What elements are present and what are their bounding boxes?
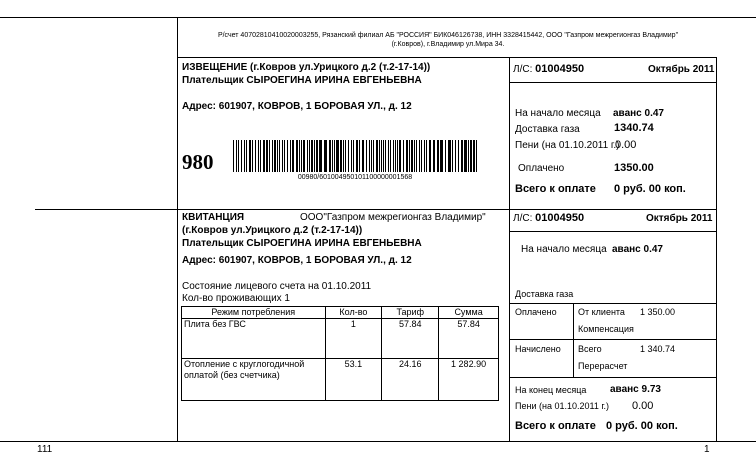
barcode-bar [445, 140, 446, 172]
barcode-bar [448, 140, 451, 172]
footer-page-number: 1 [704, 444, 710, 455]
barcode-bar [316, 140, 318, 172]
barcode-bar [329, 140, 331, 172]
barcode-bar [376, 140, 378, 172]
barcode-bar [324, 140, 327, 172]
consumption-table [181, 306, 499, 401]
barcode-bar [287, 140, 288, 172]
barcode-bar [345, 140, 346, 172]
barcode-bar [379, 140, 380, 172]
barcode-bar [461, 140, 463, 172]
barcode-bar [395, 140, 396, 172]
barcode-bar [351, 140, 352, 172]
receipt-account-label [513, 212, 584, 224]
row-qty: 53.1 [325, 359, 382, 401]
barcode-bar [272, 140, 273, 172]
receipt-total-value: 0 руб. 00 коп. [606, 420, 678, 432]
notice-period: Октябрь 2011 [648, 64, 715, 75]
barcode-bar [409, 140, 410, 172]
barcode-bar [334, 140, 335, 172]
notice-payer: Плательщик СЫРОЕГИНА ИРИНА ЕВГЕНЬЕВНА [182, 75, 422, 86]
barcode-bar [464, 140, 467, 172]
receipt-title: КВИТАНЦИЯ [182, 212, 245, 223]
row-qty: 1 [325, 319, 382, 359]
receipt-payer: Плательщик СЫРОЕГИНА ИРИНА ЕВГЕНЬЕВНА [182, 238, 422, 249]
barcode-bar [269, 140, 270, 172]
notice-account-underline [509, 82, 716, 83]
notice-total-label: Всего к оплате [515, 183, 596, 195]
barcode-bar [383, 140, 384, 172]
notice-start-label: На начало месяца [515, 108, 601, 119]
receipt-state: Состояние лицевого счета на 01.10.2011 [182, 281, 372, 292]
receipt-penalty-value: 0.00 [632, 400, 654, 412]
receipt-paid-label: Оплачено [515, 307, 557, 317]
bank-requisites-line2: (г.Ковров), г.Владимир ул.Мира 34. [391, 41, 505, 48]
receipt-end-value: аванс 9.73 [610, 384, 661, 395]
barcode-bar [301, 140, 302, 172]
barcode-bar [424, 140, 425, 172]
receipt-office: (г.Ковров ул.Урицкого д.2 (т.2-17-14)) [182, 225, 363, 236]
middle-separator [35, 209, 716, 210]
barcode-bar [241, 140, 242, 172]
barcode-bar [381, 140, 382, 172]
notice-start-value: аванс 0.47 [613, 108, 664, 119]
barcode-bar [429, 140, 431, 172]
barcode-bar [393, 140, 394, 172]
payments-top-line [509, 303, 716, 304]
notice-delivery-label: Доставка газа [515, 124, 580, 135]
table-row [182, 359, 499, 401]
barcode-bar [414, 140, 415, 172]
notice-account-label [513, 63, 584, 75]
right-edge-line [716, 57, 717, 442]
barcode-bar [452, 140, 453, 172]
barcode-bar [353, 140, 354, 172]
receipt-from-client-label: От клиента [578, 307, 625, 317]
barcode-bar [260, 140, 261, 172]
barcode-bar [319, 140, 322, 172]
notice-account-number: 01004950 [535, 63, 585, 75]
receipt-total-charged-label: Всего [578, 344, 602, 354]
row-sum: 1 282.90 [439, 359, 499, 401]
receipt-charged-label: Начислено [515, 344, 561, 354]
notice-penalty-value: 0.00 [615, 139, 637, 151]
barcode-bar [282, 140, 283, 172]
barcode-bar [290, 140, 291, 172]
barcode-bar [421, 140, 422, 172]
barcode-bar [266, 140, 268, 172]
barcode-bar [458, 140, 459, 172]
receipt-total-charged-value: 1 340.74 [640, 344, 676, 354]
barcode-bar [385, 140, 386, 172]
receipt-period: Октябрь 2011 [646, 213, 713, 224]
barcode-bar [371, 140, 372, 172]
table-header-row [182, 307, 499, 319]
barcode-bar [263, 140, 265, 172]
receipt-total-label: Всего к оплате [515, 420, 596, 432]
notice-account-label-text: Л/С: [513, 64, 533, 75]
receipt-penalty-label: Пени (на 01.10.2011 г.) [515, 401, 610, 411]
notice-total-value: 0 руб. 00 коп. [614, 183, 686, 195]
barcode-bar [332, 140, 333, 172]
receipt-compensation-label: Компенсация [578, 324, 634, 334]
barcode-bar [473, 140, 475, 172]
notice-penalty-label: Пени (на 01.10.2011 г.) [515, 140, 620, 151]
barcode-bar [476, 140, 477, 172]
barcode-bar [440, 140, 443, 172]
barcode-bar [236, 140, 237, 172]
receipt-account-number: 01004950 [535, 212, 585, 224]
barcode [233, 140, 477, 172]
barcode-bar [356, 140, 358, 172]
bottom-border [0, 441, 756, 442]
barcode-bar [309, 140, 310, 172]
barcode-bar [307, 140, 308, 172]
barcode-bar [403, 140, 404, 172]
barcode-bar [274, 140, 276, 172]
notice-code: 980 [182, 150, 214, 174]
barcode-bar [416, 140, 417, 172]
barcode-bar [238, 140, 239, 172]
barcode-bar [455, 140, 456, 172]
barcode-bar [348, 140, 349, 172]
barcode-bar [373, 140, 374, 172]
receipt-from-client-value: 1 350.00 [640, 307, 676, 317]
receipt-address: Адрес: 601907, КОВРОВ, 1 БОРОВАЯ УЛ., д. 12 [182, 255, 412, 266]
col-mode-header: Режим потребления [182, 307, 326, 319]
payments-bottom-line [509, 377, 716, 378]
row-mode: Отопление с круглогодичной оплатой (без счетчика) [182, 359, 326, 401]
barcode-bar [296, 140, 298, 172]
row-tariff: 24.16 [382, 359, 439, 401]
barcode-bar [255, 140, 256, 172]
receipt-delivery-label: Доставка газа [515, 289, 574, 299]
barcode-bar [258, 140, 259, 172]
barcode-bar [437, 140, 439, 172]
barcode-bar [246, 140, 247, 172]
barcode-bar [406, 140, 408, 172]
barcode-bar [277, 140, 278, 172]
receipt-start-value: аванс 0.47 [612, 244, 663, 255]
barcode-bar [299, 140, 300, 172]
barcode-bar [336, 140, 339, 172]
barcode-bar [340, 140, 342, 172]
barcode-bar [244, 140, 245, 172]
barcode-bar [470, 140, 472, 172]
barcode-bar [419, 140, 420, 172]
barcode-bar [397, 140, 398, 172]
header-separator [177, 57, 716, 58]
receipt-recalc-label: Перерасчет [578, 361, 628, 371]
barcode-bar [388, 140, 389, 172]
row-tariff: 57.84 [382, 319, 439, 359]
barcode-bar [433, 140, 435, 172]
barcode-bar [233, 140, 234, 172]
barcode-bar [399, 140, 401, 172]
notice-paid-label: Оплачено [518, 163, 565, 174]
barcode-bar [390, 140, 391, 172]
receipt-account-underline [509, 231, 716, 232]
receipt-end-label: На конец месяца [515, 385, 587, 395]
receipt-residents: Кол-во проживающих 1 [182, 293, 290, 304]
barcode-bar [366, 140, 367, 172]
payments-inner-divider [573, 303, 574, 377]
barcode-bar [279, 140, 280, 172]
col-qty-header: Кол-во [325, 307, 382, 319]
notice-title: ИЗВЕЩЕНИЕ (г.Ковров ул.Урицкого д.2 (т.2-17-14)) [182, 62, 431, 73]
receipt-start-label: На начало месяца [521, 244, 607, 255]
barcode-digits: 00980/601004950101100000001568 [297, 174, 413, 181]
notice-right-column-divider [509, 57, 510, 209]
notice-delivery-value: 1340.74 [614, 122, 654, 134]
table-row [182, 319, 499, 359]
barcode-bar [303, 140, 305, 172]
receipt-org: ООО"Газпром межрегионгаз Владимир" [300, 212, 486, 223]
col-sum-header: Сумма [439, 307, 499, 319]
top-border [0, 17, 756, 18]
barcode-bar [314, 140, 315, 172]
receipt-right-column-divider [509, 209, 510, 441]
barcode-bar [369, 140, 370, 172]
left-section-divider [177, 17, 178, 442]
notice-paid-value: 1350.00 [614, 162, 654, 174]
bank-requisites-line1: Р/счет 40702810410020003255, Рязанский филиал АБ "РОССИЯ" БИК046126738, ИНН 3328415442, ООО "Газпром межрегионгаз Владимир" [217, 32, 679, 39]
col-tariff-header: Тариф [382, 307, 439, 319]
row-mode: Плита без ГВС [182, 319, 326, 359]
notice-address: Адрес: 601907, КОВРОВ, 1 БОРОВАЯ УЛ., д. 12 [182, 101, 412, 112]
barcode-bar [426, 140, 427, 172]
row-sum: 57.84 [439, 319, 499, 359]
footer-left-number: 111 [37, 444, 53, 455]
receipt-account-label-text: Л/С: [513, 213, 533, 224]
barcode-bar [249, 140, 251, 172]
barcode-bar [311, 140, 313, 172]
barcode-bar [292, 140, 294, 172]
barcode-bar [468, 140, 469, 172]
barcode-bar [252, 140, 253, 172]
barcode-bar [343, 140, 344, 172]
barcode-bar [362, 140, 364, 172]
payments-mid-line [509, 339, 716, 340]
barcode-bar [411, 140, 413, 172]
barcode-bar [359, 140, 360, 172]
barcode-bar [284, 140, 285, 172]
